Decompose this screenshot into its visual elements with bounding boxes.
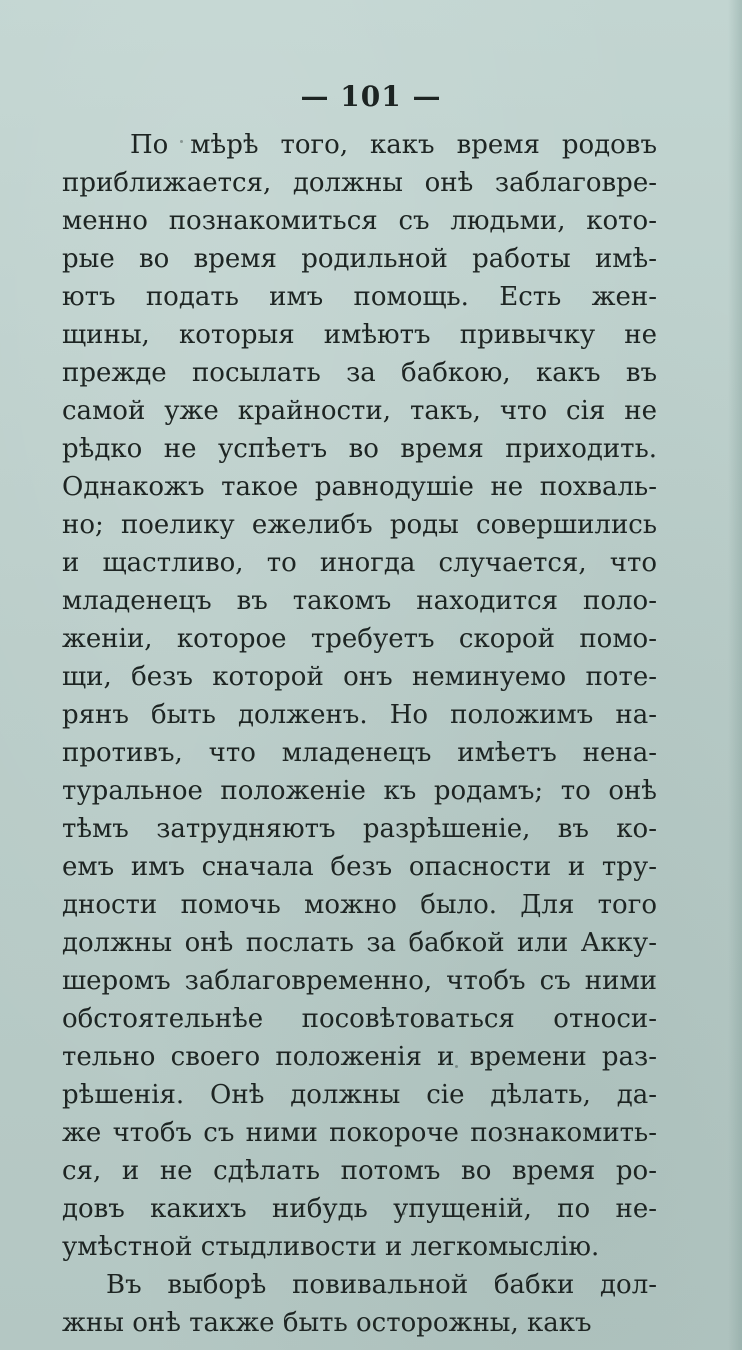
text-line: рѣдко не успѣетъ во время приходить. — [62, 434, 657, 464]
paper-speck — [180, 140, 183, 143]
text-line: туральное положеніе къ родамъ; то онѣ — [62, 776, 657, 806]
text-line: противъ, что младенецъ имѣетъ нена- — [62, 738, 657, 768]
paragraph-1 — [62, 126, 657, 1266]
paper-speck — [402, 1212, 405, 1215]
text-line: рѣшенія. Онѣ должны сіе дѣлать, да- — [62, 1080, 657, 1110]
text-line: женіи, которое требуетъ скорой помо- — [62, 624, 657, 654]
text-line: прежде посылать за бабкою, какъ въ — [62, 358, 657, 388]
paper-speck — [455, 1065, 458, 1068]
text-line: младенецъ въ такомъ находится поло- — [62, 586, 657, 616]
text-line: самой уже крайности, такъ, что сія не — [62, 396, 657, 426]
text-line: ся, и не сдѣлать потомъ во время ро- — [62, 1156, 657, 1186]
text-line: менно познакомиться съ людьми, кото- — [62, 206, 657, 236]
text-line: умѣстной стыдливости и легкомыслію. — [62, 1232, 600, 1262]
text-line: щи, безъ которой онъ неминуемо поте- — [62, 662, 657, 692]
text-line: но; поелику ежелибъ роды совершились — [62, 510, 657, 540]
text-line: емъ имъ сначала безъ опасности и тру- — [62, 852, 657, 882]
paragraph-2 — [62, 1266, 657, 1342]
text-line: рянъ быть долженъ. Но положимъ на- — [62, 700, 657, 730]
text-line: же чтобъ съ ними покороче познакомить- — [62, 1118, 657, 1148]
text-line: ютъ подать имъ помощь. Есть жен- — [62, 282, 657, 312]
text-line: шеромъ заблаговременно, чтобъ съ ними — [62, 966, 657, 996]
text-line: По мѣрѣ того, какъ время родовъ — [130, 130, 657, 160]
text-line: Однакожъ такое равнодушіе не похваль- — [62, 472, 657, 502]
text-line: и щастливо, то иногда случается, что — [62, 548, 657, 578]
text-line: довъ какихъ нибудь упущеній, по не- — [62, 1194, 657, 1224]
text-line: приближается, должны онѣ заблаговре- — [62, 168, 657, 198]
text-line: тельно своего положенія и времени раз- — [62, 1042, 657, 1072]
text-block — [62, 126, 657, 1342]
text-line: щины, которыя имѣютъ привычку не — [62, 320, 657, 350]
text-line: рые во время родильной работы имѣ- — [62, 244, 657, 274]
page-edge-shadow — [728, 0, 742, 1350]
text-line: тѣмъ затрудняютъ разрѣшеніе, въ ко- — [62, 814, 657, 844]
text-line: жны онѣ также быть осторожны, какъ — [62, 1308, 592, 1338]
text-line: обстоятельнѣе посовѣтоваться относи- — [62, 1004, 657, 1034]
text-line: дности помочь можно было. Для того — [62, 890, 657, 920]
text-line: должны онѣ послать за бабкой или Акку- — [62, 928, 657, 958]
text-line: Въ выборѣ повивальной бабки дол- — [106, 1270, 657, 1300]
page-number: — 101 — — [300, 80, 442, 113]
